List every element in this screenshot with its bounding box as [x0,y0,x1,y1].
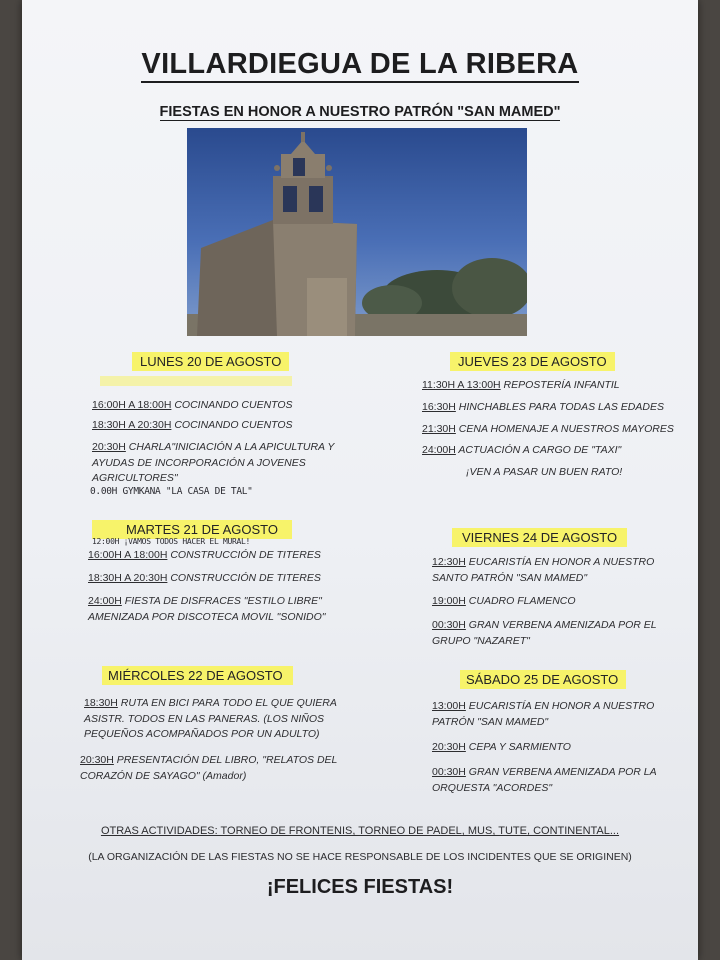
lunes-item-3: 20:30H CHARLA"INICIACIÓN A LA APICULTURA Y AYUDAS DE INCORPORACIÓN A JOVENES AGRICULTORES" [92,441,335,484]
disclaimer: (LA ORGANIZACIÓN DE LAS FIESTAS NO SE HACE RESPONSABLE DE LOS INCIDENTES QUE SE ORIGINEN) [88,851,632,863]
poster-title: VILLARDIEGUA DE LA RIBERA [22,48,698,81]
viernes-item-3: 00:30H GRAN VERBENA AMENIZADA POR EL GRUPO "NAZARET" [432,619,657,647]
viernes-heading: VIERNES 24 DE AGOSTO [452,528,627,547]
sabado-heading: SÁBADO 25 DE AGOSTO [460,670,626,689]
lunes-heading: LUNES 20 DE AGOSTO [132,352,289,371]
martes-item-2: 18:30H A 20:30H CONSTRUCCIÓN DE TITERES [88,572,321,584]
poster-subtitle: FIESTAS EN HONOR A NUESTRO PATRÓN "SAN MAMED" [159,104,561,120]
jueves-item-3: 21:30H CENA HOMENAJE A NUESTROS MAYORES [422,423,674,435]
miercoles-heading: MIÉRCOLES 22 DE AGOSTO [102,666,293,685]
jueves-item-4: 24:00H ACTUACIÓN A CARGO DE "TAXI" [422,444,622,456]
viernes-item-2: 19:00H CUADRO FLAMENCO [432,595,576,607]
martes-heading: MARTES 21 DE AGOSTO [92,520,292,539]
redacted-mark [100,376,292,386]
poster-sheet [22,0,698,960]
martes-item-1: 16:00H A 18:00H CONSTRUCCIÓN DE TITERES [88,549,321,561]
sabado-item-1: 13:00H EUCARISTÍA EN HONOR A NUESTRO PATRÓN "SAN MAMED" [432,700,655,728]
martes-item-3: 24:00H FIESTA DE DISFRACES "ESTILO LIBRE" AMENIZADA POR DISCOTECA MOVIL "SONIDO" [88,595,326,623]
jueves-extra: ¡VEN A PASAR UN BUEN RATO! [466,466,623,478]
otras-actividades: OTRAS ACTIVIDADES: TORNEO DE FRONTENIS, TORNEO DE PADEL, MUS, TUTE, CONTINENTAL... [100,825,620,837]
church-photo-drawing [187,128,527,336]
church-photo [187,128,527,336]
sabado-item-3: 00:30H GRAN VERBENA AMENIZADA POR LA ORQUESTA "ACORDES" [432,766,657,794]
closing-greeting: ¡FELICES FIESTAS! [266,876,454,898]
sabado-item-2: 20:30H CEPA Y SARMIENTO [432,741,571,753]
miercoles-item-2: 20:30H PRESENTACIÓN DEL LIBRO, "RELATOS DEL CORAZÓN DE SAYAGO" (Amador) [80,754,338,782]
viernes-item-1: 12:30H EUCARISTÍA EN HONOR A NUESTRO SANTO PATRÓN "SAN MAMED" [432,556,655,584]
lunes-item-2: 18:30H A 20:30H COCINANDO CUENTOS [92,419,293,431]
miercoles-item-1: 18:30H RUTA EN BICI PARA TODO EL QUE QUIERA ASISTR. TODOS EN LAS PANERAS. (LOS NIÑOS PEQUEÑOS ACOMPAÑADOS POR UN ADULTO) [84,697,337,740]
lunes-handwritten-note: 0.00H GYMKANA "LA CASA DE TAL" [90,486,253,497]
jueves-heading: JUEVES 23 DE AGOSTO [450,352,615,371]
lunes-item-1: 16:00H A 18:00H COCINANDO CUENTOS [92,399,293,411]
jueves-item-2: 16:30H HINCHABLES PARA TODAS LAS EDADES [422,401,664,413]
jueves-item-1: 11:30H A 13:00H REPOSTERÍA INFANTIL [422,379,620,391]
martes-handwritten-note: 12:00H ¡VAMOS TODOS HACER EL MURAL! [92,537,251,546]
